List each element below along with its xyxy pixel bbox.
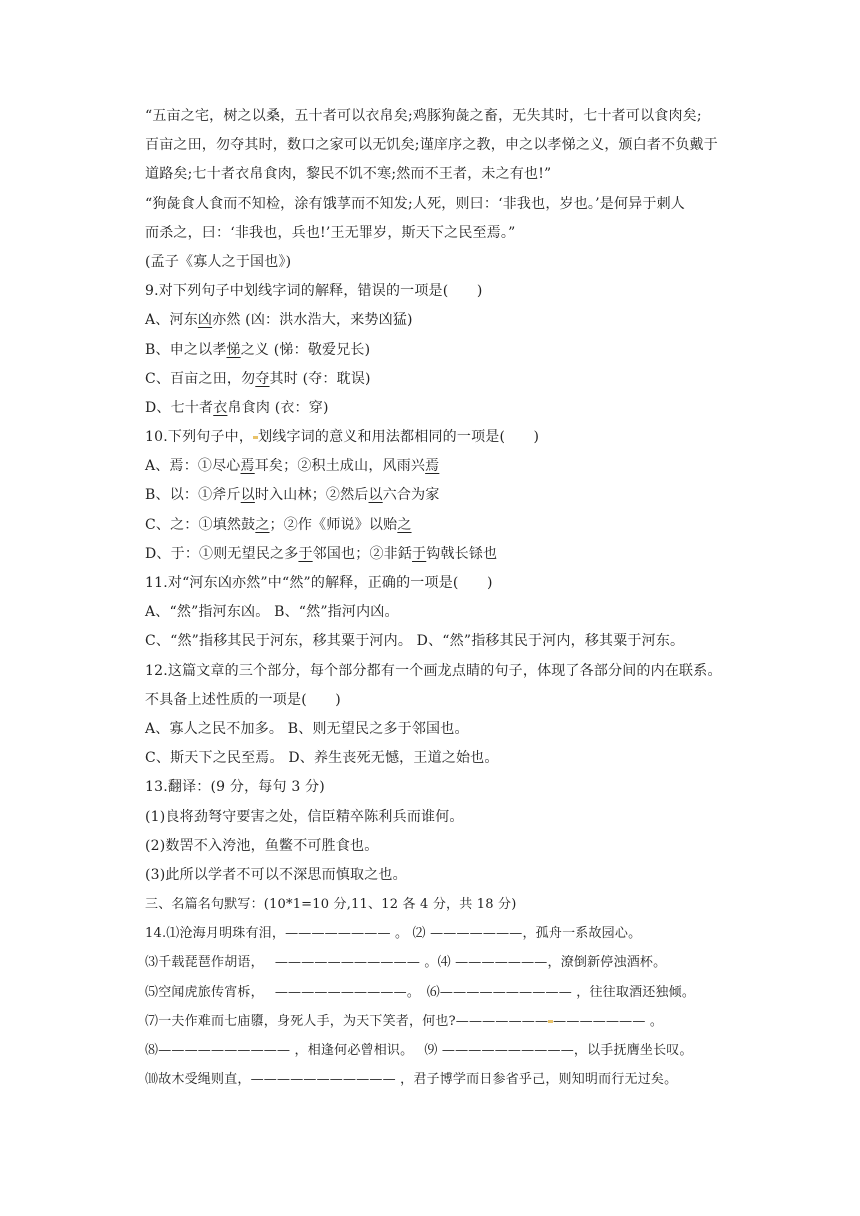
question-14-line: ⑶千载琵琶作胡语， ——————————— 。⑷ ———————，潦倒新停浊酒杯。 xyxy=(145,955,667,971)
option-text: 时入山林；②然后 xyxy=(254,487,369,504)
question-14-line: ⑽故木受绳则直，——————————— ，君子博学而日参省乎己，则知明而行无过矣。 xyxy=(145,1072,678,1088)
underlined-word: 悌 xyxy=(226,341,241,358)
question-9-option-b xyxy=(145,336,755,365)
passage-line: 道路矣;七十者衣帛食肉，黎民不饥不寒;然而不王者，未之有也!” xyxy=(145,166,552,183)
passage-line: “狗彘食人食而不知检，涂有饿莩而不知发;人死，则曰：‘非我也，岁也。’是何异于刺人 xyxy=(145,195,685,212)
question-10-option-c xyxy=(145,511,755,540)
question-14-line xyxy=(145,1007,755,1036)
section-3-heading: 三、名篇名句默写：(10*1=10 分,11、12 各 4 分，共 18 分) xyxy=(145,897,517,913)
question-9-option-d xyxy=(145,394,755,423)
question-9-stem: 9.对下列句子中划线字词的解释，错误的一项是( ) xyxy=(145,283,483,300)
option-text: 其时 (夺：耽误) xyxy=(269,370,371,387)
underlined-word: 于 xyxy=(298,545,313,562)
fill-blank-text: ——————— 。 xyxy=(553,1013,664,1029)
underlined-word: 于 xyxy=(412,545,427,562)
option-text: 亦然 (凶：洪水浩大，来势凶猛) xyxy=(212,312,413,329)
passage-line: 百亩之田，勿夺其时，数口之家可以无饥矣;谨庠序之教，申之以孝悌之义，颁白者不负戴于 xyxy=(145,137,718,154)
option-text: 之义 (悌：敬爱兄长) xyxy=(240,341,371,358)
stem-text: 10.下列句子中， xyxy=(145,429,254,446)
option-text: A、焉：①尽心 xyxy=(145,458,241,475)
question-12-options-ab: A、寡人之民不加多。 B、则无望民之多于邻国也。 xyxy=(145,720,469,737)
option-text: C、百亩之田，勿 xyxy=(145,370,256,387)
underlined-word: 之 xyxy=(255,516,270,533)
option-text: 六合为家 xyxy=(382,487,440,504)
underlined-word: 焉 xyxy=(425,458,440,475)
underlined-word: 凶 xyxy=(197,312,213,329)
question-14-line: 14.⑴沧海月明珠有泪，———————— 。 ⑵ ———————，孤舟一系故园心。 xyxy=(145,926,642,942)
question-13-sentence: (3)此所以学者不可以不深思而慎取之也。 xyxy=(145,866,407,883)
fill-blank-text: ⑺一夫作难而七庙隳，身死人手，为天下笑者，何也?——————— xyxy=(145,1013,549,1029)
question-10-option-a xyxy=(145,452,755,481)
question-11-options-ab: A、“然”指河东凶。 B、“然”指河内凶。 xyxy=(145,604,399,621)
underlined-word: 衣 xyxy=(213,399,228,416)
underlined-word: 以 xyxy=(240,487,255,504)
underlined-word: 焉 xyxy=(240,458,255,475)
question-11-options-cd: C、“然”指移其民于河东，移其粟于河内。 D、“然”指移其民于河内，移其粟于河东。 xyxy=(145,633,685,650)
option-text: C、之：①填然鼓 xyxy=(145,516,256,533)
question-13-sentence: (2)数罟不入洿池，鱼鳖不可胜食也。 xyxy=(145,837,379,854)
question-14-line: ⑻—————————— ，相逢何必曾相识。 ⑼ ——————————，以手抚膺坐长叹。 xyxy=(145,1043,693,1058)
option-text: 邻国也；②非銛 xyxy=(312,545,413,562)
option-text: 耳矣；②积土成山，风雨兴 xyxy=(254,458,426,475)
passage-line: “五亩之宅，树之以桑，五十者可以衣帛矣;鸡豚狗彘之畜，无失其时，七十者可以食肉矣; xyxy=(145,108,702,124)
document-content xyxy=(145,102,755,1094)
question-10-stem xyxy=(145,423,755,452)
option-text: D、于：①则无望民之多 xyxy=(145,545,299,562)
option-text: B、以：①斧斤 xyxy=(145,487,241,504)
option-text: 帛食肉 (衣：穿) xyxy=(227,399,329,416)
option-text: A、河东 xyxy=(145,312,198,329)
question-9-option-a xyxy=(145,306,755,335)
passage-line: 而杀之，曰：‘非我也，兵也!’王无罪岁，斯天下之民至焉。” xyxy=(145,224,516,241)
question-14-line: ⑸空闻虎旅传宵柝， ——————————。 ⑹—————————— ，往往取酒还独倾。 xyxy=(145,984,696,1000)
question-9-option-c xyxy=(145,365,755,394)
question-10-option-b xyxy=(145,481,755,510)
underlined-word: 以 xyxy=(368,487,383,504)
question-12-stem-cont: 不具备上述性质的一项是( ) xyxy=(145,691,341,708)
option-text: B、申之以孝 xyxy=(145,341,227,358)
question-11-stem: 11.对“河东凶亦然”中“然”的解释，正确的一项是( ) xyxy=(145,575,493,591)
option-text: D、七十者 xyxy=(145,399,214,416)
question-13-sentence: (1)良将劲弩守要害之处，信臣精卒陈利兵而谁何。 xyxy=(145,808,464,825)
question-12-options-cd: C、斯天下之民至焉。 D、养生丧死无憾，王道之始也。 xyxy=(145,750,499,767)
option-text: ；②作《师说》以贻 xyxy=(269,516,398,533)
question-12-stem: 12.这篇文章的三个部分，每个部分都有一个画龙点睛的句子，体现了各部分间的内在联系。 xyxy=(145,662,722,679)
option-text: 钩戟长铩也 xyxy=(426,545,498,562)
underlined-word: 夺 xyxy=(255,370,270,387)
question-10-option-d xyxy=(145,540,755,569)
passage-source: (孟子《寡人之于国也》) xyxy=(145,253,292,270)
stem-text: 划线字词的意义和用法都相同的一项是( ) xyxy=(258,429,540,446)
question-13-stem: 13.翻译：(9 分，每句 3 分) xyxy=(145,779,325,796)
underlined-word: 之 xyxy=(397,516,412,533)
